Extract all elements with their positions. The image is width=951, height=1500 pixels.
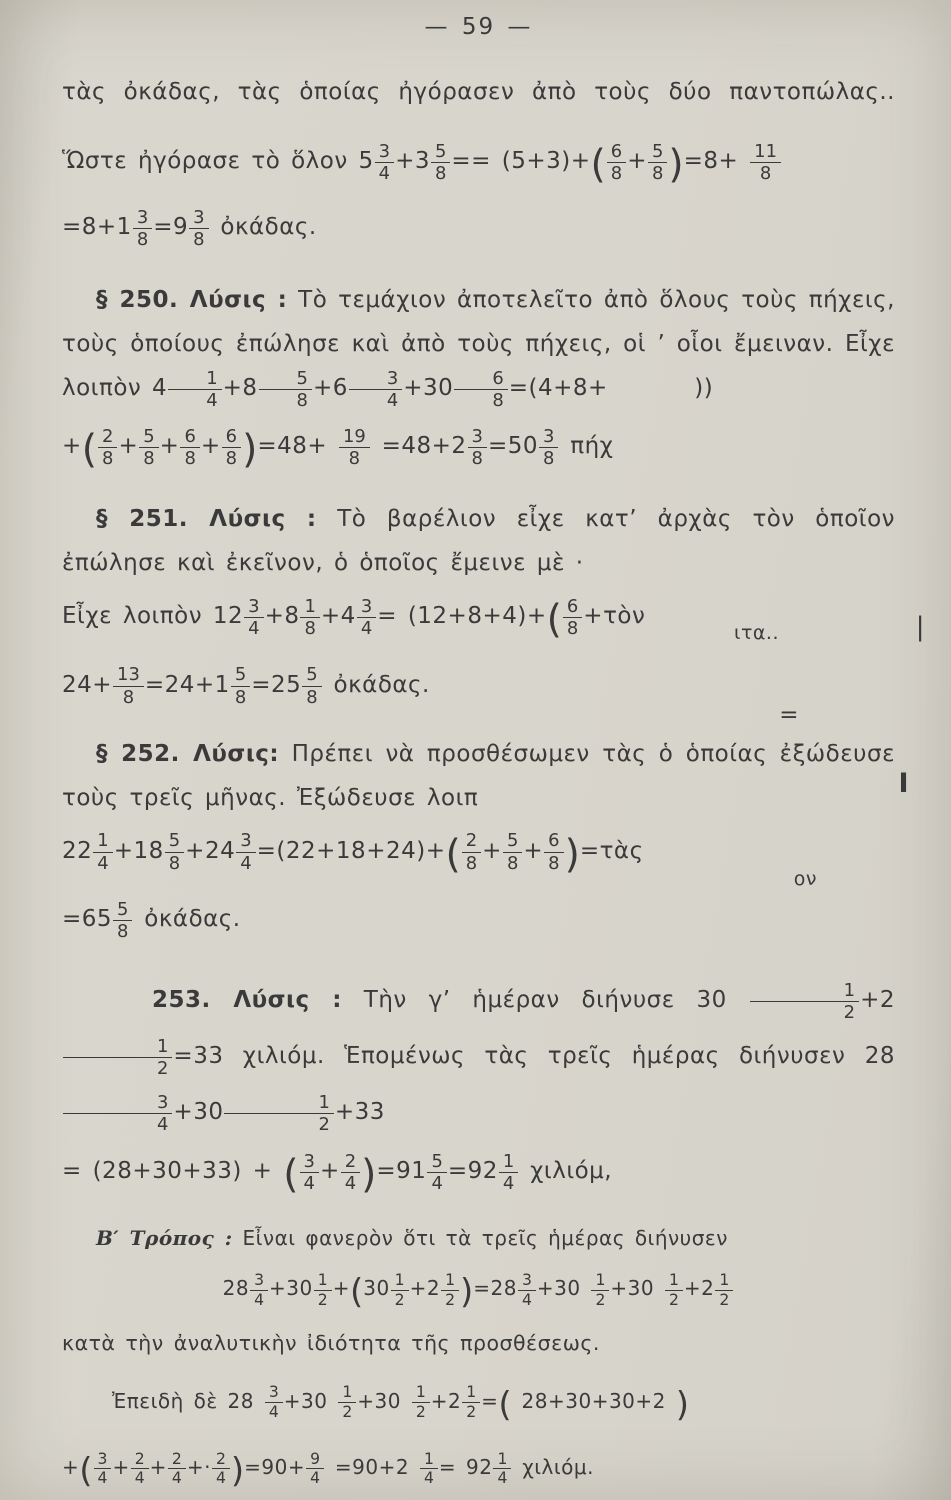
fraction: $\frac{1}{2}$ (391, 1272, 409, 1309)
big-parenthesis: ) (564, 831, 580, 877)
fraction: $\frac{5}{8}$ (139, 427, 158, 469)
section-253-heading: 253. Λύσις : (152, 986, 342, 1013)
fraction: $\frac{1}{4}$ (420, 1451, 438, 1488)
section-250-heading: § 250. Λύσις : (96, 287, 288, 314)
fraction: $\frac{3}{4}$ (265, 1384, 283, 1421)
fraction: $\frac{13}{8}$ (113, 665, 144, 707)
fraction: $\frac{1}{2}$ (314, 1272, 332, 1309)
section-251-equation-1 (62, 585, 925, 651)
fraction: $\frac{6}{8}$ (607, 142, 626, 184)
method-b-equation: 28 $\frac{3}{4}$ +30 $\frac{1}{2}$ +(30 $\frac{1}{2}$ +2 $\frac{1}{2}$ )=28 $\frac{3}{4}$ +30 $\frac{1}{2}$ +30 $\frac{1}{2}$ +2 $\frac{1}{2}$ (62, 1258, 895, 1322)
section-252-equation-2: =65 $\frac{5}{8}$ ὀκάδας. (62, 898, 241, 943)
page-number: — 59 — (424, 14, 533, 40)
section-253-equation-3: Ἐπειδὴ δὲ 28 $\frac{3}{4}$ +30 $\frac{1}{2}$ +30 $\frac{1}{2}$ +2 $\frac{1}{2}$ =( 28+30+30+2 ) (112, 1383, 690, 1425)
big-parenthesis: ( (546, 597, 562, 643)
equation-total-2: =8+1 $\frac{3}{8}$ =9 $\frac{3}{8}$ ὀκάδας. (62, 207, 317, 251)
fraction: $\frac{3}{4}$ (518, 1272, 536, 1309)
fraction: $\frac{5}{8}$ (302, 665, 321, 707)
big-parenthesis: ) (230, 1450, 245, 1491)
fraction: $\frac{5}{8}$ (165, 831, 184, 873)
fraction: $\frac{19}{8}$ (339, 427, 370, 469)
fraction: $\frac{6}{8}$ (222, 427, 241, 469)
method-b-text: Εἶναι φανερὸν ὅτι τὰ τρεῖς ἡμέρας διήνυσεν (232, 1226, 728, 1251)
equation-total-1: Ὥστε ἠγόρασε τὸ ὅλον 5 $\frac{3}{4}$ +3 $\frac{5}{8}$ == (5+3)+( $\frac{6}{8}$ + $\frac{5}{8}$ )=8+ $\frac{11}{8}$ (62, 130, 895, 196)
fraction: $\frac{1}{2}$ (338, 1384, 356, 1421)
big-parenthesis: ( (79, 1450, 93, 1491)
fraction: $\frac{1}{4}$ (93, 831, 112, 873)
section-253-equation-4: +( $\frac{3}{4}$ + $\frac{2}{4}$ + $\frac{2}{4}$ +· $\frac{2}{4}$ )=90+ $\frac{9}{4}$ =90+2 $\frac{1}{4}$ = 92 $\frac{1}{4}$ χιλιόμ. (62, 1449, 594, 1491)
equation-text: Εἶχε λοιπὸν 12 $\frac{3}{4}$ +8 $\frac{1}{8}$ +4 $\frac{3}{4}$ = (12+8+4)+( $\frac{6}{8}$ +τὸν (62, 595, 646, 643)
fraction: $\frac{1}{2}$ (750, 981, 859, 1023)
big-parenthesis: ( (349, 1272, 364, 1313)
fraction: $\frac{1}{2}$ (591, 1272, 609, 1309)
section-251-paragraph (62, 497, 895, 585)
fraction: $\frac{9}{4}$ (306, 1451, 324, 1488)
fraction: $\frac{5}{8}$ (431, 142, 450, 184)
fraction: $\frac{1}{2}$ (462, 1384, 480, 1421)
stray-fragment: ιτα.. (734, 621, 779, 644)
fraction: $\frac{2}{8}$ (462, 831, 481, 873)
fraction: $\frac{1}{4}$ (499, 1152, 518, 1194)
big-parenthesis: ) (668, 142, 684, 188)
section-253-paragraph (62, 972, 895, 1140)
stray-fragment: ον (793, 867, 817, 890)
big-parenthesis: ( (445, 831, 461, 877)
section-252-body: Πρέπει νὰ προσθέσωμεν τὰς ὁ ὁποίας ἐξώδευσε τοὺς τρεῖς μῆνας. Ἐξώδευσε λοιπ (62, 740, 895, 811)
section-251-equation-2 (62, 654, 895, 728)
fraction: $\frac{1}{2}$ (63, 1037, 172, 1079)
fraction: $\frac{3}{4}$ (357, 597, 376, 639)
fraction: $\frac{3}{4}$ (63, 1093, 172, 1135)
fraction: $\frac{3}{4}$ (244, 597, 263, 639)
fraction: $\frac{5}{4}$ (427, 1152, 446, 1194)
fraction: $\frac{1}{4}$ (493, 1451, 511, 1488)
fraction: $\frac{2}{8}$ (98, 427, 117, 469)
fraction: $\frac{1}{2}$ (665, 1272, 683, 1309)
fraction: $\frac{3}{4}$ (94, 1451, 112, 1488)
fraction: $\frac{3}{8}$ (539, 427, 558, 469)
big-parenthesis: ) (242, 427, 258, 473)
stray-mark: | (915, 611, 925, 642)
analytic-property-note: κατὰ τὴν ἀναλυτικὴν ἰδιότητα τῆς προσθέσεως. (62, 1330, 600, 1355)
fraction: $\frac{1}{8}$ (300, 597, 319, 639)
section-252-paragraph (62, 732, 909, 820)
section-251-body: Τὸ βαρέλιον εἶχε κατ’ ἀρχὰς τὸν ὁποῖον ἐπώλησε καὶ ἐκεῖνον, ὁ ὁποῖος ἔμεινε μὲ · (62, 506, 895, 577)
big-parenthesis: ( (590, 142, 606, 188)
section-251-heading: § 251. Λύσις : (96, 506, 317, 533)
fraction: $\frac{3}{4}$ (300, 1152, 319, 1194)
section-250-body: Τὸ τεμάχιον ἀποτελεῖτο ἀπὸ ὅλους τοὺς πήχεις, τοὺς ὁποίους ἐπώλησε καὶ ἀπὸ τοὺς πήχεις, οἱ ’ οἷοι ἔμειναν. Εἶχε λοιπὸν 4 $\frac{1}{4}$ +8 $\frac{5}{8}$ +6 $\frac{3}{4}$ +30 $\frac{6}{8}$ =(4+8+ )) (62, 287, 895, 412)
fraction: $\frac{3}{4}$ (236, 831, 255, 873)
big-parenthesis: ( (283, 1152, 299, 1198)
section-252-equation-1 (62, 820, 895, 890)
fraction: $\frac{3}{4}$ (250, 1272, 268, 1309)
fraction: $\frac{11}{8}$ (750, 142, 781, 184)
fraction: $\frac{1}{2}$ (412, 1384, 430, 1421)
fraction: $\frac{5}{8}$ (113, 900, 132, 942)
fraction: $\frac{5}{8}$ (259, 369, 312, 411)
fraction: $\frac{1}{2}$ (715, 1272, 733, 1309)
equation-text: 22 $\frac{1}{4}$ +18 $\frac{5}{8}$ +24 $\frac{3}{4}$ =(22+18+24)+( $\frac{2}{8}$ + $\frac{5}{8}$ + $\frac{6}{8}$ )=τὰς (62, 830, 644, 877)
stray-mark: = (779, 701, 799, 728)
fraction: $\frac{1}{4}$ (168, 369, 221, 411)
fraction: $\frac{2}{4}$ (168, 1451, 186, 1488)
section-253-body: Τὴν γ’ ἡμέραν διήνυσε 30 $\frac{1}{2}$ +2 $\frac{1}{2}$ =33 χιλιόμ. Ἑπομένως τὰς τρεῖς ἡμέρας διήνυσεν 28 $\frac{3}{4}$ +30 $\frac{1}{2}$ +33 (62, 987, 895, 1125)
big-parenthesis: ) (460, 1272, 474, 1313)
fraction: $\frac{2}{4}$ (341, 1152, 360, 1194)
big-parenthesis: ) (361, 1152, 377, 1198)
fraction: $\frac{3}{4}$ (349, 369, 402, 411)
section-250-equation: +( $\frac{2}{8}$ + $\frac{5}{8}$ + $\frac{6}{8}$ + $\frac{6}{8}$ )=48+ $\frac{19}{8}$ =48+2 $\frac{3}{8}$ =50 $\frac{3}{8}$ πήχ (62, 425, 614, 473)
fraction: $\frac{3}{8}$ (133, 208, 152, 250)
fraction: $\frac{6}{8}$ (563, 597, 582, 639)
fraction: $\frac{6}{8}$ (454, 369, 507, 411)
fraction: $\frac{5}{8}$ (503, 831, 522, 873)
fraction: $\frac{5}{8}$ (231, 665, 250, 707)
fraction: $\frac{1}{2}$ (441, 1272, 459, 1309)
intro-line: τὰς ὀκάδας, τὰς ὁποίας ἠγόρασεν ἀπὸ τοὺς δύο παντοπώλας.. (62, 79, 895, 105)
fraction: $\frac{2}{4}$ (212, 1451, 230, 1488)
stray-mark: Ι (898, 767, 909, 799)
big-parenthesis: ( (81, 427, 98, 473)
method-b-paragraph (62, 1218, 895, 1258)
section-250-paragraph (62, 278, 895, 410)
method-b-label: Β′ Τρόπος : (96, 1226, 233, 1251)
section-252-heading: § 252. Λύσις: (96, 740, 280, 767)
big-parenthesis: ( (498, 1384, 512, 1425)
fraction: $\frac{3}{4}$ (375, 142, 394, 184)
fraction: $\frac{3}{8}$ (468, 427, 487, 469)
equation-text: 24+ $\frac{13}{8}$ =24+1 $\frac{5}{8}$ =25 $\frac{5}{8}$ ὀκάδας. (62, 664, 430, 708)
fraction: $\frac{6}{8}$ (180, 427, 199, 469)
fraction: $\frac{3}{8}$ (189, 208, 208, 250)
fraction: $\frac{1}{2}$ (224, 1093, 333, 1135)
fraction: $\frac{2}{4}$ (131, 1451, 149, 1488)
fraction: $\frac{6}{8}$ (544, 831, 563, 873)
fraction: $\frac{5}{8}$ (648, 142, 667, 184)
big-parenthesis: ) (675, 1384, 690, 1425)
section-253-equation-1: = (28+30+33) + ( $\frac{3}{4}$ + $\frac{2}{4}$ )=91 $\frac{5}{4}$ =92 $\frac{1}{4}$ χιλιόμ, (62, 1150, 613, 1198)
